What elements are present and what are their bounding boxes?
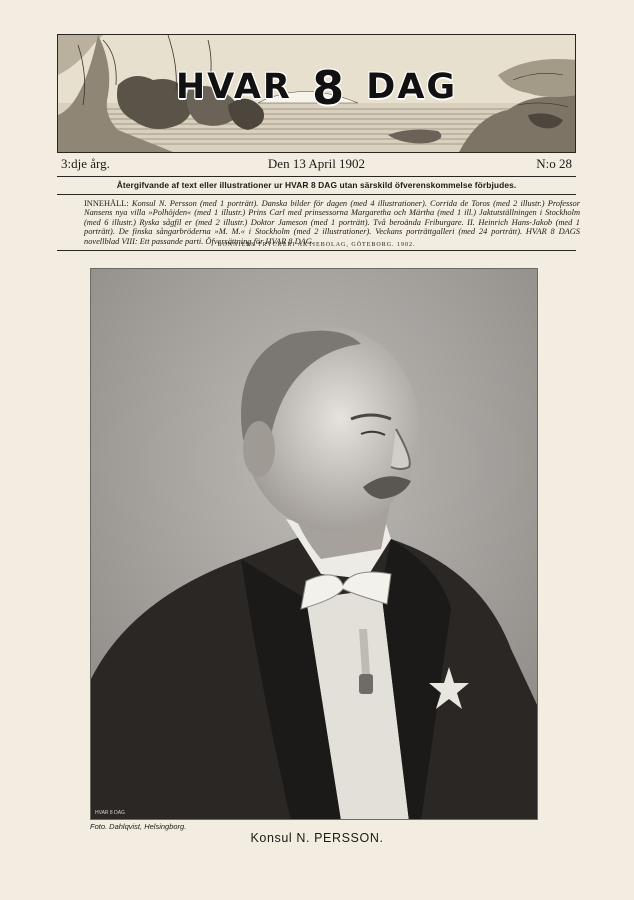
masthead-title-right: DAG — [366, 67, 458, 107]
photo-watermark: HVAR 8 DAG — [95, 810, 125, 816]
issue-date: Den 13 April 1902 — [267, 156, 366, 171]
masthead-title-number: 8 — [312, 61, 347, 115]
copyright-notice: Återgifvande af text eller illustrationer ur HVAR 8 DAG utan särskild öfverenskommelse förbjudes. — [116, 180, 517, 190]
photo-caption: Konsul N. PERSSON. — [250, 831, 384, 845]
divider — [57, 176, 576, 177]
table-of-contents — [84, 199, 580, 246]
contents-label: INNEHÅLL: — [84, 199, 129, 208]
issue-line — [57, 156, 576, 176]
masthead — [57, 34, 576, 153]
issue-number: N:o 28 — [536, 156, 572, 171]
portrait-photo — [90, 268, 538, 820]
printer-line: BONNIERS TRYCKERI AKTIEBOLAG, GÖTEBORG. 1902. — [217, 242, 416, 248]
masthead-title-left: HVAR — [175, 67, 292, 107]
portrait-image — [91, 269, 538, 820]
photo-credit: Foto. Dahlqvist, Helsingborg. — [90, 822, 187, 831]
divider — [57, 250, 576, 251]
contents-text: Konsul N. Persson (med 1 porträtt). Danska bilder för dagen (med 4 illustrationer). Corrida de Toros (med 2 illustr.) Professor Nansens nya villa »Polhöjden« (med 1 illustr.) Prins Carl med prinsessorna Margaretha och Märtha (med 1 ill.) Jaktutställningen i Stockholm (med 6 illustr.) Ryska sågfil er (med 2 illustr.) Doktor Jameson (med 1 porträtt). Två beroända Friburgare. II. Heinrich Hans-Jakob (med 1 porträtt). De finska sångarbröderna »M. M.« i Stockholm (med 2 illustrationer). Veckans porträttgalleri (med 24 porträtt). HVAR 8 DAGS novellblad VIII: Ett passande parti. Öfversättning för HVAR 8 DAG. — [84, 199, 580, 246]
issue-year: 3:dje årg. — [61, 156, 110, 171]
divider — [57, 194, 576, 195]
masthead-title — [58, 55, 575, 115]
